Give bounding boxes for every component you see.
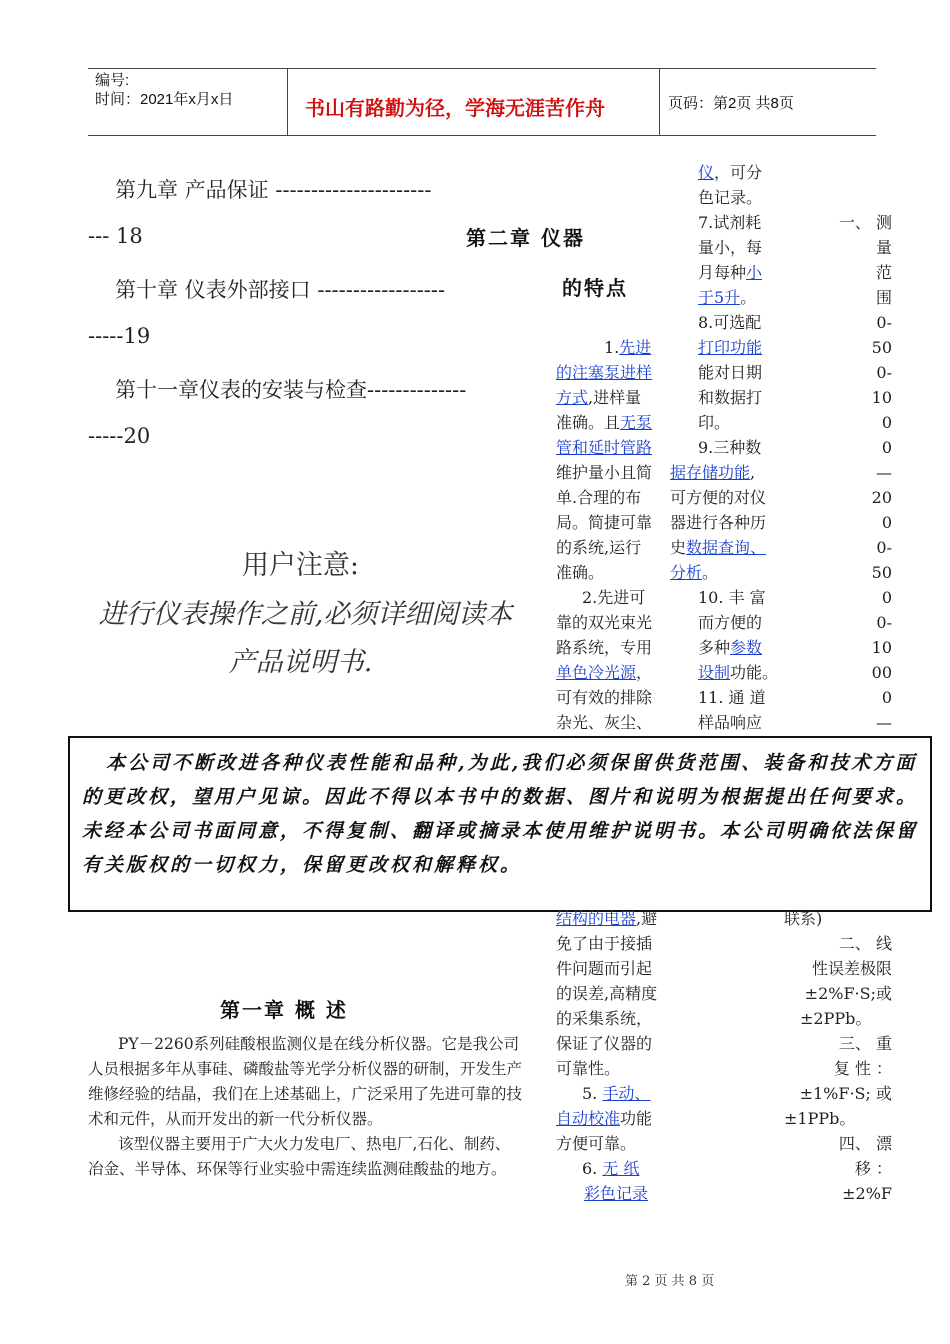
spec-line: 0 — [881, 588, 892, 607]
feature-line: 仪，可分 — [698, 163, 763, 182]
features-column-1-bottom — [556, 906, 657, 1206]
spec-line: 一、 测 — [838, 213, 892, 232]
feature-line: 可方便的对仪 — [670, 488, 767, 507]
spec-line: 0- — [876, 363, 892, 382]
feature-line: 的系统,运行 — [556, 538, 642, 557]
feature-line: 印。 — [698, 413, 731, 432]
feature-line: 的采集系统， — [556, 1009, 653, 1028]
feature-line: 设制功能。 — [698, 663, 779, 682]
feature-line: 彩色记录 — [584, 1184, 649, 1203]
notice-paragraph-2: 未经本公司书面同意，不得复制、翻译或摘录本使用维护说明书。本公司明确依法保留有关版权的一切权力，保留更改权和解释权。 — [82, 820, 919, 876]
feature-line: 1.先进 — [604, 338, 652, 357]
page-footer: 第 2 页 共 8 页 — [625, 1274, 715, 1289]
feature-line: 单.合理的布 — [556, 488, 642, 507]
feature-line: 量小，每 — [698, 238, 763, 257]
spec-line: 0 — [881, 413, 892, 432]
feature-line: 结构的电器,避 — [556, 909, 658, 928]
feature-line: 准确。且无泵 — [556, 413, 653, 432]
header-page-label: 页码：第2页 共8页 — [668, 95, 794, 112]
header-slogan: 书山有路勤为径，学海无涯苦作舟 — [305, 96, 605, 120]
spec-line: 0 — [881, 688, 892, 707]
toc-line-ch10[interactable]: 第十章 仪表外部接口 ------------------ — [115, 278, 446, 302]
spec-line: 10 — [871, 388, 892, 407]
feature-line: 色记录。 — [698, 188, 763, 207]
body-line: 维修经验的结晶，我们在上述基础上，广泛采用了先进可靠的技 — [88, 1085, 523, 1103]
feature-line: 样品响应 — [698, 713, 763, 732]
feature-line: 和数据打 — [698, 388, 763, 407]
spec-line: 50 — [871, 563, 892, 582]
feature-line: 月每种小 — [698, 263, 763, 282]
notice-paragraph-1: 本公司不断改进各种仪表性能和品种,为此,我们必须保留供货范围、装备和技术方面的更改权，望用户见谅。因此不得以本书中的数据、图片和说明为根据提出任何要求。 — [82, 752, 919, 808]
body-line: 该型仪器主要用于广大火力发电厂、热电厂,石化、制药、 — [118, 1135, 511, 1153]
spec-line: 10 — [871, 638, 892, 657]
user-note-line1: 进行仪表操作之前,必须详细阅读本 — [98, 599, 513, 630]
feature-line: 自动校准功能 — [556, 1109, 653, 1128]
body-line: PY－2260系列硅酸根监测仪是在线分析仪器。它是我公司 — [118, 1035, 520, 1053]
spec-line: 联系) — [784, 909, 823, 928]
feature-line: 多种参数 — [698, 638, 763, 657]
feature-line: 6. 无 纸 — [582, 1159, 640, 1178]
chapter1-paragraph-2 — [88, 1132, 548, 1182]
feature-line: 可靠性。 — [556, 1059, 621, 1078]
header-number-label: 编号: — [95, 72, 130, 89]
body-line: 术和元件，从而开发出的新一代分析仪器。 — [88, 1110, 383, 1128]
feature-line: 可有效的排除 — [556, 688, 653, 707]
header-top-rule — [88, 68, 876, 69]
feature-line: 史数据查询、 — [670, 538, 767, 557]
features-column-1 — [556, 335, 652, 735]
spec-line: 三、 重 — [838, 1034, 892, 1053]
header-divider-left — [287, 68, 288, 136]
feature-line: 方式,进样量 — [556, 388, 642, 407]
feature-line: 维护量小且简 — [556, 463, 653, 482]
chapter1-paragraph-1 — [88, 1032, 548, 1132]
feature-line: 2.先进可 — [582, 588, 646, 607]
header-divider-right — [659, 68, 660, 136]
spec-line: ±1PPb。 — [784, 1109, 856, 1128]
spec-line: 围 — [875, 288, 892, 307]
spec-line: ±2PPb。 — [800, 1009, 872, 1028]
spec-line: 四、 漂 — [838, 1134, 892, 1153]
feature-line: 7.试剂耗 — [698, 213, 762, 232]
chapter2-title-line1: 第二章 仪器 — [466, 226, 585, 250]
feature-line: 器进行各种历 — [670, 513, 767, 532]
spec-line: 移 ： — [854, 1159, 892, 1178]
specs-column-3-bottom — [760, 906, 892, 1206]
chapter2-title-line2: 的特点 — [562, 276, 628, 300]
spec-line: ±2%F·S;或 — [804, 984, 892, 1003]
feature-line: 8.可选配 — [698, 313, 762, 332]
feature-line: 10. 丰 富 — [698, 588, 766, 607]
feature-line: 的误差,高精度 — [556, 984, 658, 1003]
spec-line: 二、 线 — [838, 934, 892, 953]
toc-line-ch10-page: -----19 — [88, 324, 151, 348]
header-time-label: 时间：2021年x月x日 — [95, 91, 234, 108]
spec-line: — — [876, 713, 892, 732]
feature-line: 杂光、灰尘、 — [556, 713, 653, 732]
feature-line: 5. 手动、 — [582, 1084, 651, 1103]
feature-line[interactable]: 的注塞泵进样 — [556, 363, 653, 382]
feature-line: 而方便的 — [698, 613, 763, 632]
feature-line: 件问题而引起 — [556, 959, 653, 978]
body-line: 人员根据多年从事硅、磷酸盐等光学分析仪器的研制，开发生产 — [88, 1060, 523, 1078]
header-bottom-rule — [88, 135, 876, 136]
feature-line: 局。简捷可靠 — [556, 513, 653, 532]
spec-line: ±2%F — [842, 1184, 892, 1203]
feature-line: 准确。 — [556, 563, 605, 582]
feature-line: 9.三种数 — [698, 438, 762, 457]
feature-line[interactable]: 管和延时管路 — [556, 438, 653, 457]
user-note-title: 用户注意: — [241, 550, 360, 581]
feature-line: 方便可靠。 — [556, 1134, 637, 1153]
spec-line: 00 — [871, 663, 892, 682]
feature-line: 单色冷光源， — [556, 663, 653, 682]
user-note-line2: 产品说明书. — [228, 647, 373, 678]
feature-line: 11. 通 道 — [698, 688, 766, 707]
feature-line: 分析。 — [670, 563, 719, 582]
spec-line: 0- — [876, 613, 892, 632]
feature-line[interactable]: 打印功能 — [698, 338, 763, 357]
spec-line: 0- — [876, 538, 892, 557]
spec-line: 0 — [881, 438, 892, 457]
spec-line: 性误差极限 — [811, 959, 892, 978]
spec-line: 50 — [871, 338, 892, 357]
specs-column-3 — [832, 210, 892, 735]
spec-line: 0- — [876, 313, 892, 332]
feature-line: 靠的双光束光 — [556, 613, 653, 632]
feature-line: 据存储功能, — [670, 463, 756, 482]
spec-line: — — [876, 463, 892, 482]
toc-line-ch9-page: --- 18 — [88, 224, 143, 248]
body-line: 冶金、半导体、环保等行业实验中需连续监测硅酸盐的地方。 — [88, 1160, 507, 1178]
spec-line: ±1%F·S; 或 — [799, 1084, 892, 1103]
feature-line: 免了由于接插 — [556, 934, 653, 953]
spec-line: 20 — [871, 488, 892, 507]
spec-line: 量 — [875, 238, 892, 257]
notice-box — [68, 736, 932, 912]
toc-line-ch9[interactable]: 第九章 产品保证 ---------------------- — [115, 178, 432, 202]
feature-line: 保证了仪器的 — [556, 1034, 653, 1053]
spec-line: 范 — [875, 263, 892, 282]
chapter1-title: 第一章 概 述 — [220, 998, 348, 1022]
toc-line-ch11[interactable]: 第十一章仪表的安装与检查-------------- — [115, 378, 467, 402]
feature-line: 于5升。 — [698, 288, 757, 307]
feature-line: 路系统，专用 — [556, 638, 653, 657]
features-column-2 — [670, 160, 779, 735]
spec-line: 复 性 ： — [833, 1059, 892, 1078]
spec-line: 0 — [881, 513, 892, 532]
toc-line-ch11-page: -----20 — [88, 424, 151, 448]
feature-line: 能对日期 — [698, 363, 763, 382]
